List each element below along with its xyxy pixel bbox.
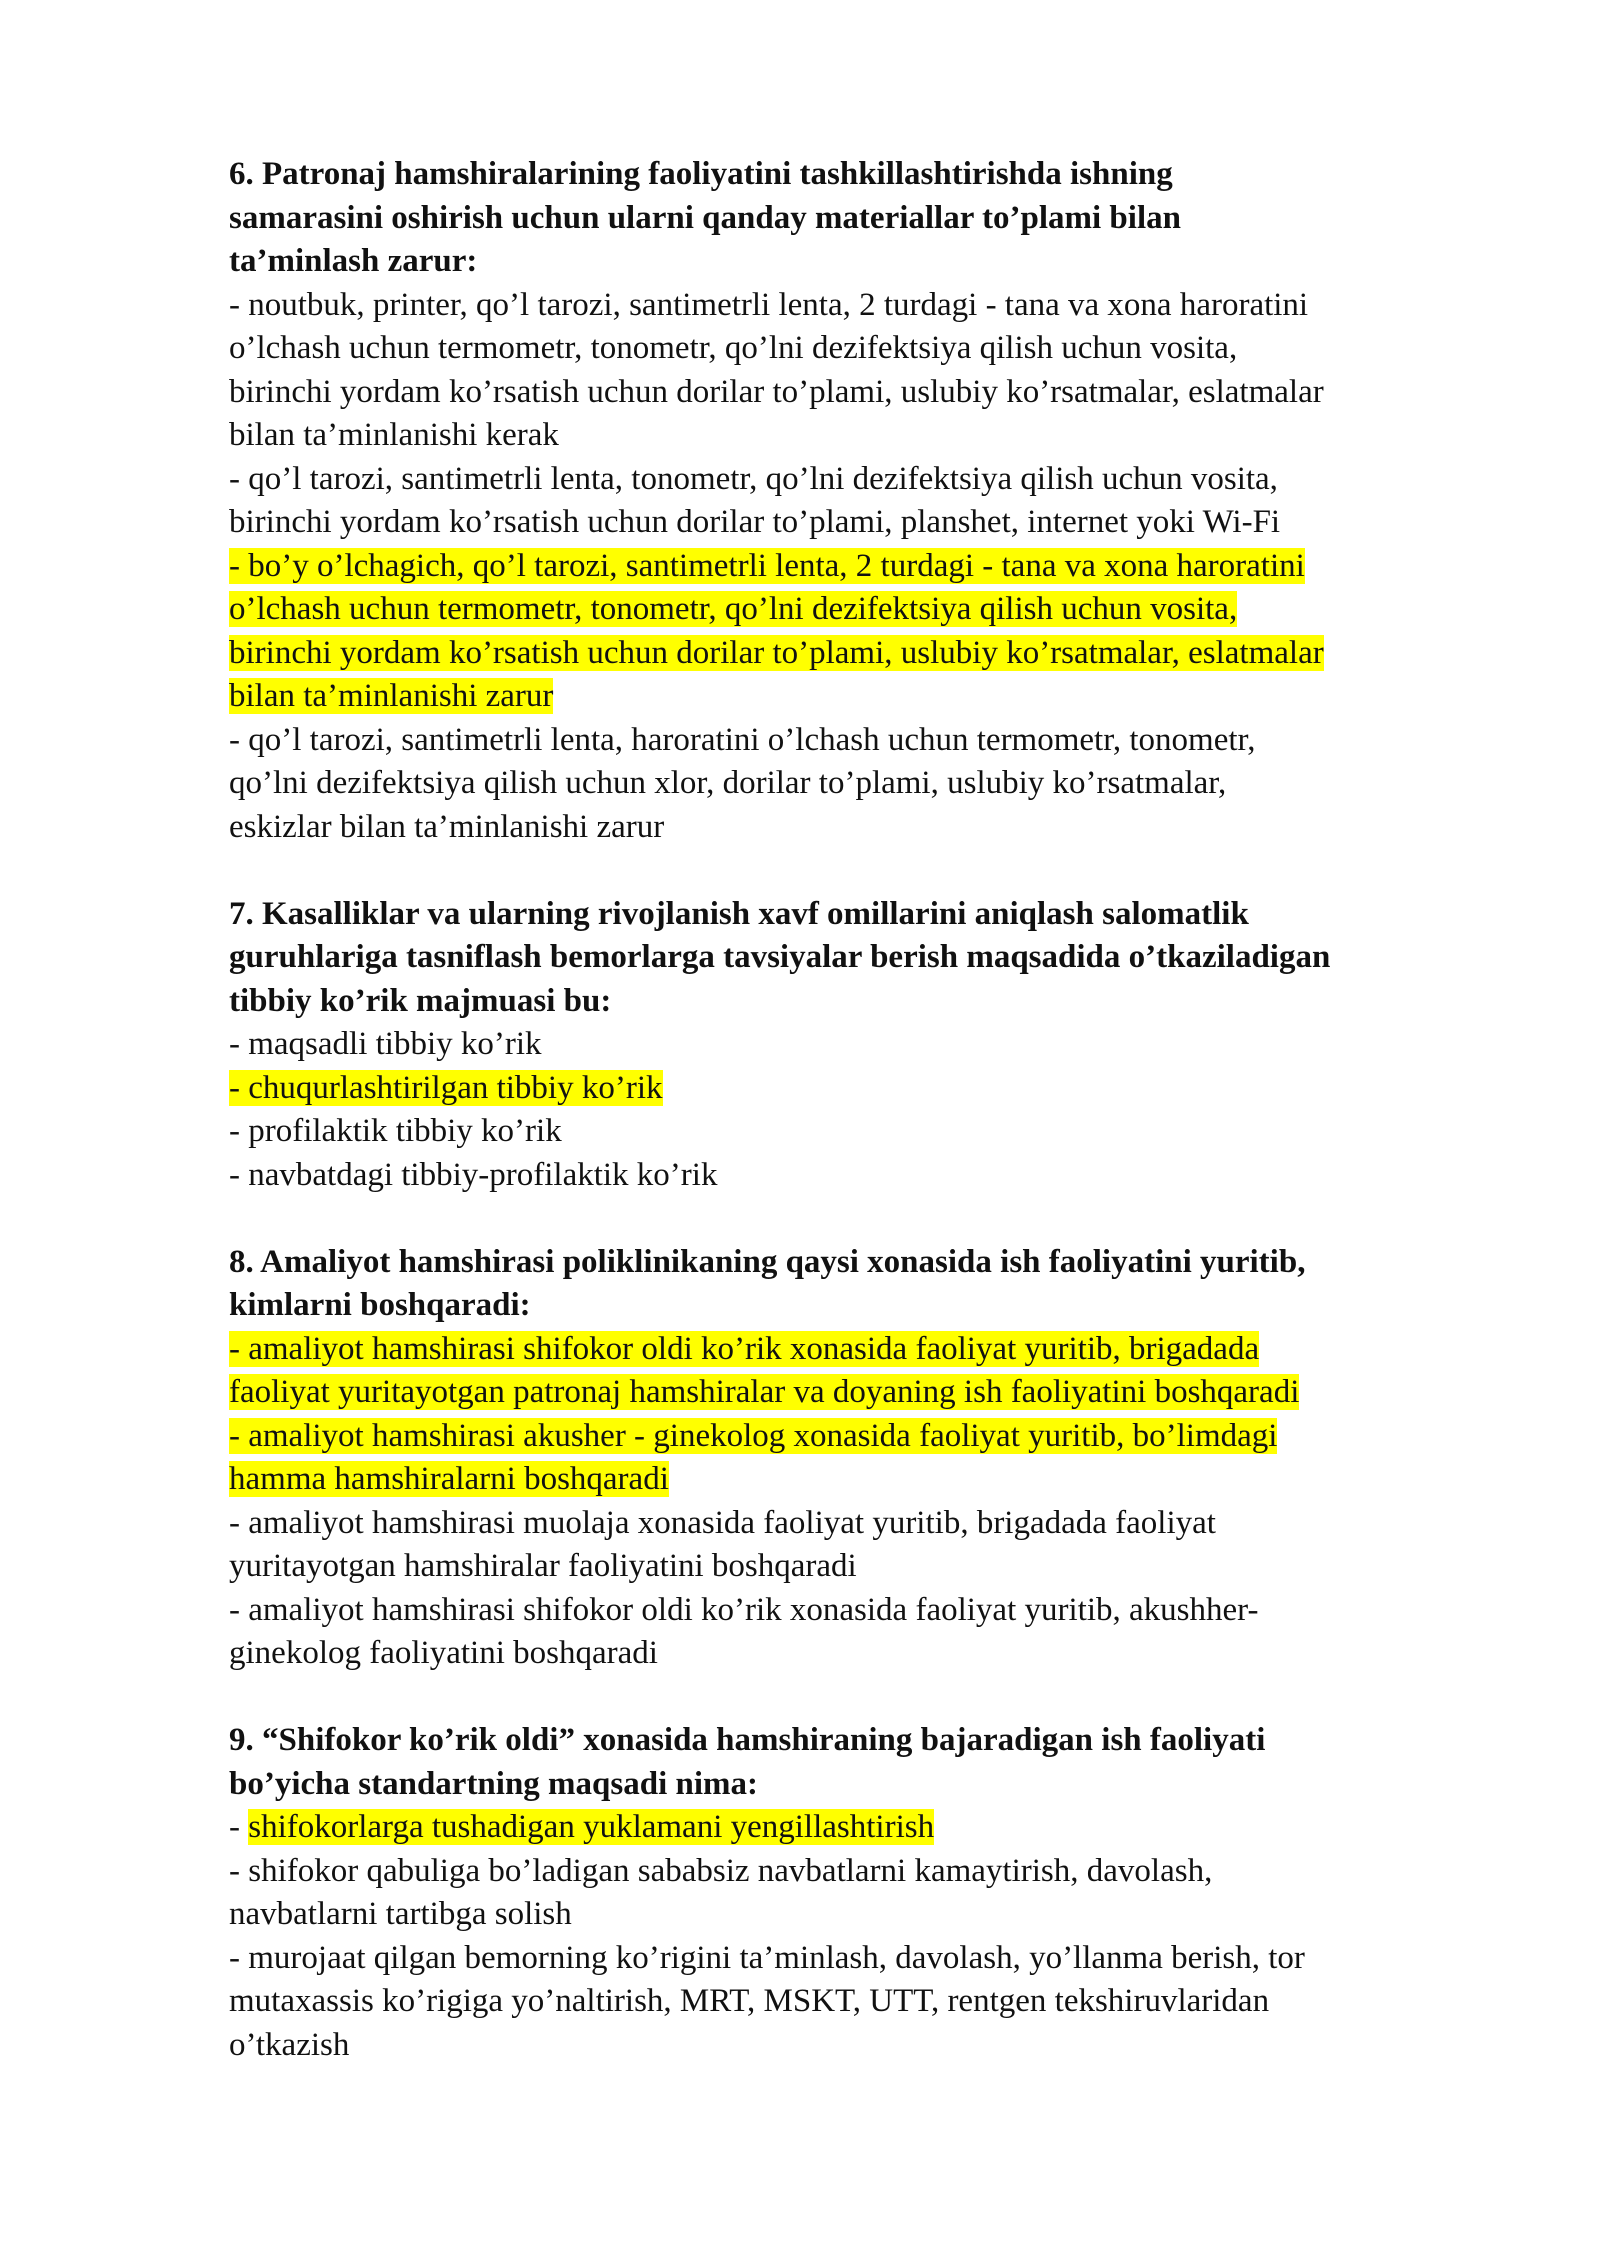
answer-text: - qo’l tarozi, santimetrli lenta, haroratini o’lchash uchun termometr, tonometr, qo’lni dezifektsiya qilish uchun xlor, dorilar to’plami, uslubiy ko’rsatmalar, eskizlar bilan ta’minlanishi zarur	[229, 721, 1256, 845]
answer-option	[229, 1850, 1529, 1937]
question-7	[229, 893, 1529, 1198]
answer-text: - shifokor qabuliga bo’ladigan sababsiz navbatlarni kamaytirish, davolash, navbatlarni tartibga solish	[229, 1852, 1213, 1932]
answer-option-highlighted	[229, 545, 1529, 719]
question-8	[229, 1241, 1529, 1676]
answer-text: - noutbuk, printer, qo’l tarozi, santimetrli lenta, 2 turdagi - tana va xona haroratini o’lchash uchun termometr, tonometr, qo’lni dezifektsiya qilish uchun vosita, birinchi yordam ko’rsatish uchun dorilar to’plami, uslubiy ko’rsatmalar, eslatmalar bilan ta’minlanishi kerak	[229, 286, 1324, 453]
answer-text: - navbatdagi tibbiy-profilaktik ko’rik	[229, 1156, 718, 1193]
answer-option-highlighted	[229, 1328, 1529, 1415]
answer-text: - qo’l tarozi, santimetrli lenta, tonometr, qo’lni dezifektsiya qilish uchun vosita, birinchi yordam ko’rsatish uchun dorilar to’plami, planshet, internet yoki Wi-Fi	[229, 460, 1281, 540]
answer-option	[229, 284, 1529, 458]
answer-text: - amaliyot hamshirasi akusher - ginekolog xonasida faoliyat yuritib, bo’limdagi hamma hamshiralarni boshqaradi	[229, 1417, 1278, 1497]
answer-prefix: -	[229, 1809, 249, 1845]
question-title: 7. Kasalliklar va ularning rivojlanish xavf omillarini aniqlash salomatlik guruhlariga tasniflash bemorlarga tavsiyalar berish maqsadida o’tkaziladigan tibbiy ko’rik majmuasi bu:	[229, 895, 1331, 1019]
answer-text: shifokorlarga tushadigan yuklamani yengillashtirish	[248, 1809, 935, 1845]
question-title: 6. Patronaj hamshiralarining faoliyatini tashkillashtirishda ishning samarasini oshirish uchun ularni qanday materiallar to’plami bilan ta’minlash zarur:	[229, 156, 1181, 279]
question-title: 8. Amaliyot hamshirasi poliklinikaning qaysi xonasida ish faoliyatini yuritib, kimlarni boshqaradi:	[229, 1243, 1306, 1323]
answer-option-highlighted	[229, 1806, 1529, 1850]
question-title: 9. “Shifokor ko’rik oldi” xonasida hamshiraning bajaradigan ish faoliyati bo’yicha standartning maqsadi nima:	[229, 1722, 1266, 1802]
answer-text: - bo’y o’lchagich, qo’l tarozi, santimetrli lenta, 2 turdagi - tana va xona haroratini o’lchash uchun termometr, tonometr, qo’lni dezifektsiya qilish uchun vosita, birinchi yordam ko’rsatish uchun dorilar to’plami, uslubiy ko’rsatmalar, eslatmalar bilan ta’minlanishi zarur	[229, 547, 1324, 714]
question-6	[229, 153, 1529, 849]
answer-option	[229, 719, 1529, 850]
answer-text: - amaliyot hamshirasi muolaja xonasida faoliyat yuritib, brigadada faoliyat yuritayotgan hamshiralar faoliyatini boshqaradi	[229, 1504, 1216, 1584]
answer-option-highlighted	[229, 1415, 1529, 1502]
answer-option	[229, 1023, 1529, 1067]
answer-option	[229, 458, 1529, 545]
answer-text: - amaliyot hamshirasi shifokor oldi ko’rik xonasida faoliyat yuritib, brigadada faoliyat yuritayotgan patronaj hamshiralar va doyaning ish faoliyatini boshqaradi	[229, 1330, 1300, 1410]
answer-option	[229, 1110, 1529, 1154]
answer-option	[229, 1502, 1529, 1589]
answer-option	[229, 1589, 1529, 1676]
answer-text: - chuqurlashtirilgan tibbiy ko’rik	[229, 1069, 663, 1106]
answer-option-highlighted	[229, 1067, 1529, 1111]
answer-text: - amaliyot hamshirasi shifokor oldi ko’rik xonasida faoliyat yuritib, akushher- ginekolog faoliyatini boshqaradi	[229, 1591, 1259, 1671]
answer-option	[229, 1937, 1529, 2068]
answer-option	[229, 1154, 1529, 1198]
answer-text: - murojaat qilgan bemorning ko’rigini ta’minlash, davolash, yo’llanma berish, tor mutaxassis ko’rigiga yo’naltirish, MRT, MSKT, UTT, rentgen tekshiruvlaridan o’tkazish	[229, 1939, 1305, 2063]
answer-text: - profilaktik tibbiy ko’rik	[229, 1113, 562, 1149]
question-9	[229, 1719, 1529, 2067]
document-page	[229, 153, 1529, 2111]
answer-text: - maqsadli tibbiy ko’rik	[229, 1026, 542, 1062]
